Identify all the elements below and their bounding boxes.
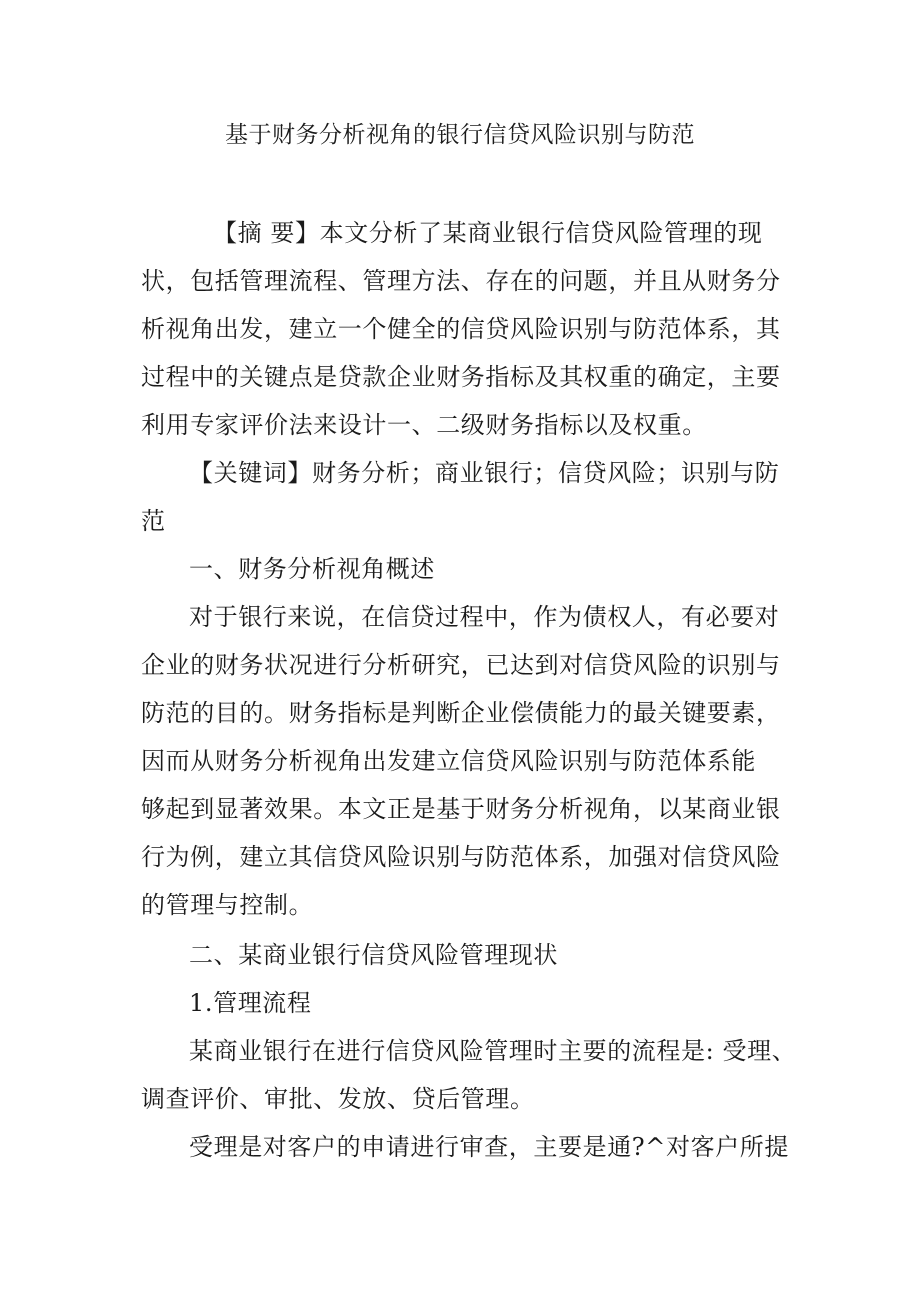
paragraph-line: 够起到显著效果。本文正是基于财务分析视角，以某商业银: [141, 795, 781, 823]
paragraph-line: 防范的目的。财务指标是判断企业偿债能力的最关键要素，: [141, 699, 781, 727]
section-heading-1: 一、财务分析视角概述: [189, 555, 435, 583]
keywords-line-1: 【关键词】财务分析；商业银行；信贷风险；识别与防: [189, 459, 780, 487]
paragraph-line: 企业的财务状况进行分析研究，已达到对信贷风险的识别与: [141, 651, 781, 679]
abstract-line-5: 利用专家评价法来设计一、二级财务指标以及权重。: [141, 411, 707, 439]
abstract-line-4: 过程中的关键点是贷款企业财务指标及其权重的确定，主要: [141, 363, 781, 391]
paragraph-line: 对于银行来说，在信贷过程中，作为债权人，有必要对: [189, 603, 780, 631]
subsection-heading: 1.管理流程: [189, 989, 312, 1017]
paragraph-line: 行为例，建立其信贷风险识别与防范体系，加强对信贷风险: [141, 843, 781, 871]
paragraph-line: 某商业银行在进行信贷风险管理时主要的流程是: 受理、: [189, 1037, 797, 1065]
paragraph-line: 因而从财务分析视角出发建立信贷风险识别与防范体系能: [141, 747, 756, 775]
paragraph-line: 受理是对客户的申请进行审查，主要是通?^对客户所提: [189, 1133, 789, 1161]
abstract-line-2: 状，包括管理流程、管理方法、存在的问题，并且从财务分: [141, 267, 781, 295]
document-title: 基于财务分析视角的银行信贷风险识别与防范: [225, 122, 695, 148]
paragraph-line: 的管理与控制。: [141, 891, 314, 919]
section-heading-2: 二、某商业银行信贷风险管理现状: [189, 941, 558, 969]
abstract-line-1: 【摘 要】本文分析了某商业银行信贷风险管理的现: [213, 219, 763, 247]
abstract-line-3: 析视角出发，建立一个健全的信贷风险识别与防范体系，其: [141, 315, 781, 343]
keywords-line-2: 范: [141, 507, 166, 535]
paragraph-line: 调查评价、审批、发放、贷后管理。: [141, 1085, 535, 1113]
